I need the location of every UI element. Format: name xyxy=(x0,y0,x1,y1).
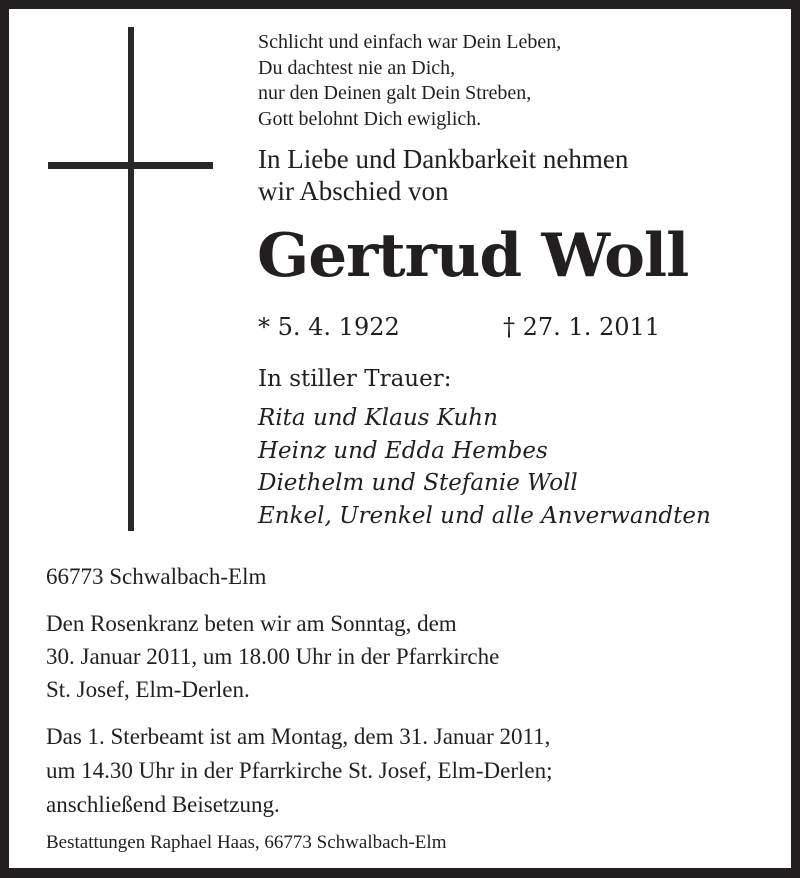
farewell-intro xyxy=(258,143,628,207)
rosary-line: 30. Januar 2011, um 18.00 Uhr in der Pfarrkirche xyxy=(46,644,500,669)
rosary-line: St. Josef, Elm-Derlen. xyxy=(46,677,250,702)
poem-line: Schlicht und einfach war Dein Leben, xyxy=(258,31,562,53)
place: 66773 Schwalbach-Elm xyxy=(46,564,267,589)
undertaker: Bestattungen Raphael Haas, 66773 Schwalbach-Elm xyxy=(46,832,447,853)
poem-line: Gott belohnt Dich ewiglich. xyxy=(258,107,482,130)
cross-horizontal-bar xyxy=(48,162,213,169)
poem xyxy=(258,30,561,132)
mourner: Enkel, Urenkel und alle Anverwandten xyxy=(258,502,711,529)
requiem-info xyxy=(46,720,553,822)
rosary-line: Den Rosenkranz beten wir am Sonntag, dem xyxy=(46,611,457,636)
requiem-line: um 14.30 Uhr in der Pfarrkirche St. Josef, Elm-Derlen; xyxy=(46,758,553,783)
birth-date: * 5. 4. 1922 xyxy=(258,313,400,341)
requiem-line: anschließend Beisetzung. xyxy=(46,792,280,817)
deceased-name: Gertrud Woll xyxy=(257,221,689,291)
poem-line: nur den Deinen galt Dein Streben, xyxy=(258,82,532,104)
mourner: Diethelm und Stefanie Woll xyxy=(258,470,578,496)
mourner: Rita und Klaus Kuhn xyxy=(258,405,498,431)
intro-line: wir Abschied von xyxy=(258,176,449,206)
poem-line: Du dachtest nie an Dich, xyxy=(258,56,456,79)
mourning-label: In stiller Trauer: xyxy=(258,366,452,392)
requiem-line: Das 1. Sterbeamt ist am Montag, dem 31. Januar 2011, xyxy=(46,724,551,749)
death-date: † 27. 1. 2011 xyxy=(503,313,661,341)
intro-line: In Liebe und Dankbarkeit nehmen xyxy=(258,144,629,174)
mourners-list xyxy=(258,402,711,532)
cross-vertical-bar xyxy=(128,27,134,531)
rosary-info xyxy=(46,607,499,706)
mourner: Heinz und Edda Hembes xyxy=(258,437,548,464)
obituary-notice xyxy=(9,9,791,868)
